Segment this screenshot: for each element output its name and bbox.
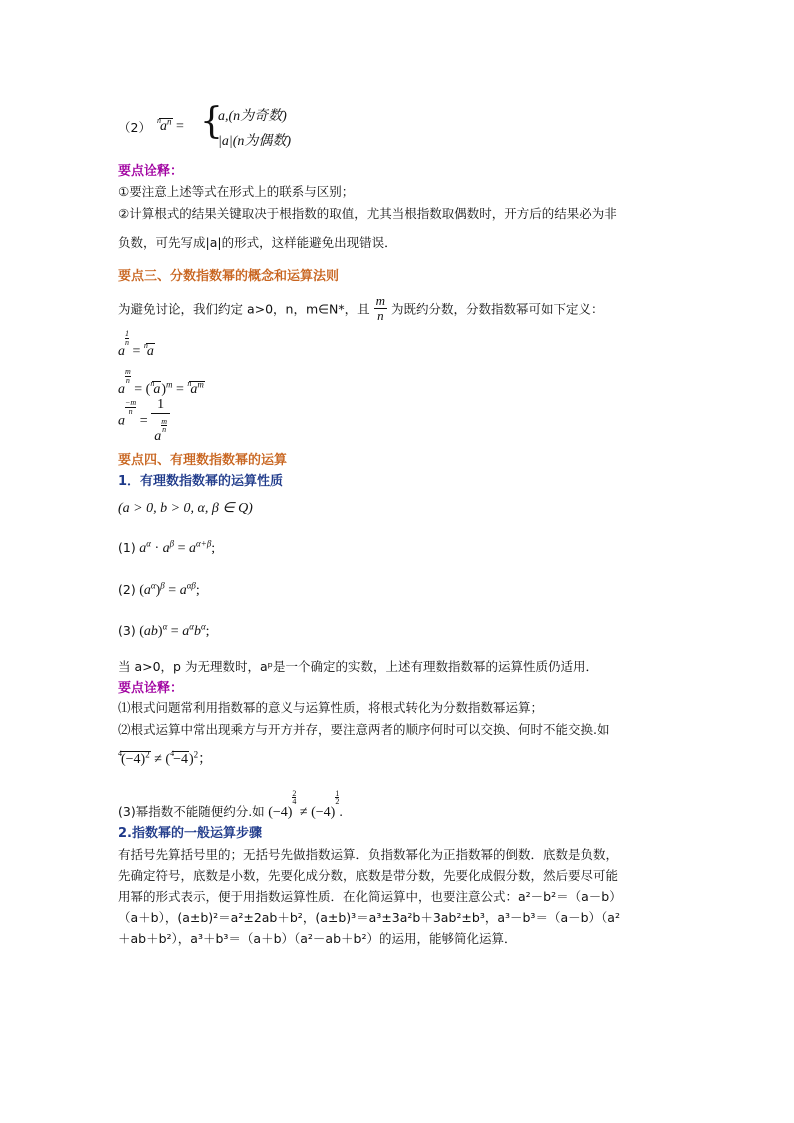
note2-line1: ⑴根式问题常利用指数幂的意义与运算性质，将根式转化为分数指数幂运算； <box>118 700 544 715</box>
section3-heading: 要点三、分数指数幂的概念和运算法则 <box>118 269 340 284</box>
section3-intro-part1: 为避免讨论，我们约定 a>0，n，m∈N*，且 <box>118 301 370 317</box>
note2-line2: ⑵根式运算中常出现乘方与开方并存，要注意两者的顺序何时可以交换、何时不能交换.如 <box>118 722 610 737</box>
root-order-example: $^4(-4)^2 \ne (^4-4)^2$； <box>118 749 213 767</box>
note1-line2: ②计算根式的结果关键取决于根指数的取值，尤其当根指数取偶数时，开方后的结果必为非 <box>118 206 617 221</box>
rule-3-label: (3) <box>118 623 136 638</box>
sub2-line3: 用幂的形式表示，便于用指数运算性质．在化简运算中，也要注意公式：a²－b²＝（a－b） <box>118 889 622 904</box>
section4-heading: 要点四、有理数指数幂的运算 <box>118 453 288 468</box>
sub2-line5: ＋ab＋b²），a³＋b³＝（a＋b）（a²－ab＋b²）的运用，能够简化运算． <box>118 931 517 946</box>
note1-line1: ①要注意上述等式在形式上的联系与区别； <box>118 184 355 199</box>
item2-label: （2） <box>118 120 151 135</box>
rule-3: (3) $(ab)^\alpha = a^\alpha b^\alpha$; <box>118 621 210 639</box>
definition-formula-3: a $\frac{-m}{n}$ = 1 a $\frac{m}{n}$ <box>118 398 170 444</box>
sub2-line4: （a＋b），(a±b)²＝a²±2ab＋b²，(a±b)³＝a³±3a²b＋3ab²±b³，a³－b³＝（a－b）（a² <box>118 910 620 925</box>
note1-line3: 负数，可先写成|a|的形式，这样能避免出现错误． <box>118 235 397 250</box>
note2-line3-label: (3)幂指数不能随便约分.如 <box>118 804 265 819</box>
note1-heading: 要点诠释： <box>118 164 184 179</box>
section3-intro-part2: 为既约分数，分数指数幂可如下定义： <box>391 301 604 317</box>
sub2-line2: 先确定符号，底数是小数，先要化成分数，底数是带分数，先要化成假分数，然后要尽可能 <box>118 868 619 883</box>
definition-formula-1: a $\frac{1}{n}$ = $^n$a <box>118 329 154 359</box>
sub2-heading: 2.指数幂的一般运算步骤 <box>118 826 262 841</box>
nth-root-of-a-to-n: $^na^n$ = <box>157 116 184 134</box>
condition-line: (a > 0, b > 0, α, β ∈ Q) <box>118 501 253 516</box>
rule-2-label: (2) <box>118 582 136 597</box>
rule-1-label: (1) <box>118 540 136 555</box>
exponent-reduce-example: (3)幂指数不能随便约分.如 (−4) $\frac{2}{4}$ ≠ (−4) $\frac{1}{2}$ . <box>118 789 343 820</box>
piecewise-case-odd: a,(n为奇数) <box>218 109 287 124</box>
piecewise-brace: { <box>200 101 223 142</box>
m-over-n-fraction: $\frac{m}{n}$ <box>375 293 386 323</box>
definition-formula-2: a $\frac{m}{n}$ = $(^na)^m = ^na^m$ <box>118 367 204 397</box>
rule-1: (1) $a^\alpha \cdot a^\beta = a^{\alpha+\beta}$; <box>118 538 216 556</box>
rule-2: (2) $(a^\alpha)^\beta = a^{\alpha\beta}$; <box>118 580 200 598</box>
sub2-line1: 有括号先算括号里的；无括号先做指数运算．负指数幂化为正指数幂的倒数．底数是负数， <box>118 847 619 862</box>
section4-sub1: 1．有理数指数幂的运算性质 <box>118 474 284 489</box>
section3-intro <box>118 294 604 322</box>
piecewise-case-even: |a|(n为偶数) <box>218 134 292 149</box>
note2-heading: 要点诠释： <box>118 681 184 696</box>
irrational-note: 当 a>0，p 为无理数时，aᵖ是一个确定的实数，上述有理数指数幂的运算性质仍适用． <box>118 659 598 674</box>
